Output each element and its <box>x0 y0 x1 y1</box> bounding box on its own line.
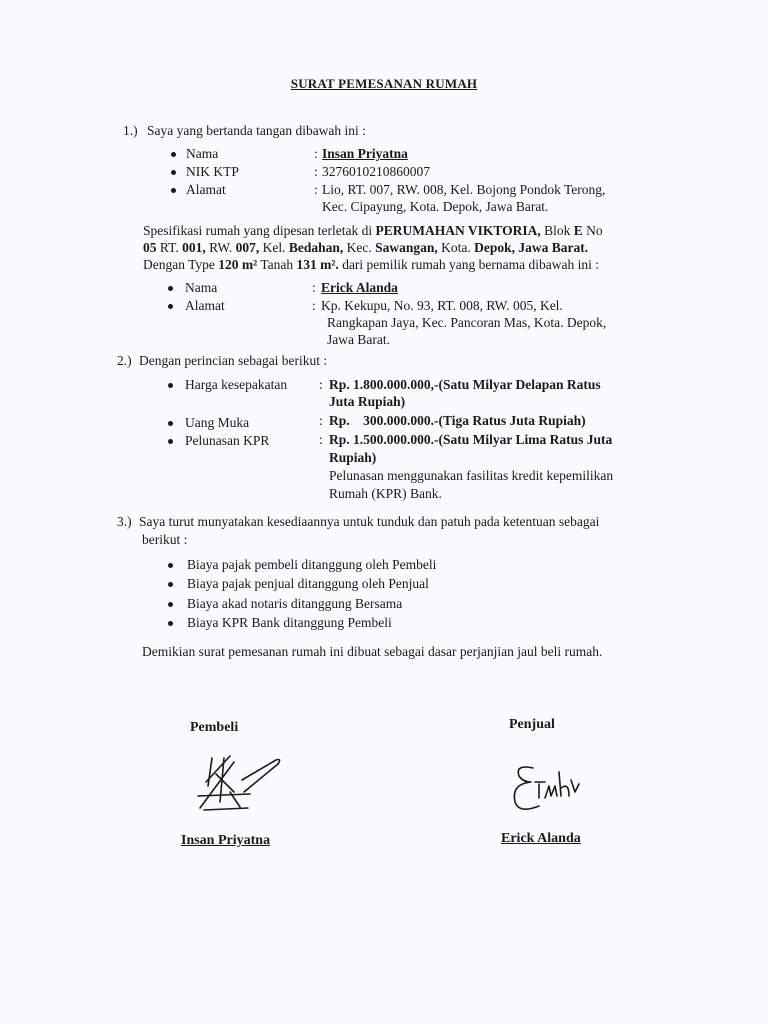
buyer-signature <box>190 752 290 817</box>
buyer-address-line1: Lio, RT. 007, RW. 008, Kel. Bojong Pondok Terong, <box>322 182 606 197</box>
spec-prov: Jawa Barat. <box>518 240 589 255</box>
seller-address-line1: Kp. Kekupu, No. 93, RT. 008, RW. 005, Kel. <box>321 298 563 313</box>
spec-line3 <box>143 256 599 274</box>
document-title: SURAT PEMESANAN RUMAH <box>290 76 478 91</box>
section1-intro: Saya yang bertanda tangan dibawah ini : <box>147 123 366 138</box>
section1-number: 1.) <box>123 123 138 138</box>
spec-text: RW. <box>205 240 236 255</box>
buyer-nik-label: NIK KTP <box>186 164 239 179</box>
price-label: Harga kesepakatan <box>185 377 288 392</box>
spec-text: Tanah <box>257 257 297 272</box>
kpr-note-line2: Rumah (KPR) Bank. <box>329 486 442 501</box>
buyer-address-label: Alamat <box>186 182 226 197</box>
section3-number: 3.) <box>117 514 132 529</box>
spec-text: dari pemilik rumah yang bernama dibawah ini : <box>338 257 599 272</box>
bullet <box>168 621 173 626</box>
colon: : <box>312 280 316 295</box>
section3-intro-line2: berikut : <box>142 532 188 547</box>
section3-intro-line1: Saya turut munyatakan kesediaannya untuk tunduk dan patuh pada ketentuan sebagai <box>139 514 600 529</box>
colon: : <box>314 146 318 161</box>
spec-text: RT. <box>156 240 183 255</box>
colon: : <box>314 164 318 179</box>
spec-line2 <box>143 239 588 257</box>
price-value-line2: Juta Rupiah) <box>329 394 406 409</box>
section1-heading <box>123 122 366 140</box>
bullet <box>168 383 173 388</box>
seller-signature <box>505 762 585 817</box>
spec-text: No <box>582 223 603 238</box>
bullet <box>168 421 173 426</box>
spec-type: 120 m² <box>218 257 258 272</box>
term-text: Biaya KPR Bank ditanggung Pembeli <box>187 615 392 630</box>
section3-heading <box>117 513 599 531</box>
seller-signature-label: Penjual <box>509 717 555 732</box>
section2-intro: Dengan perincian sebagai berikut : <box>139 353 328 368</box>
buyer-name-label: Nama <box>186 146 219 161</box>
seller-name-signature: Erick Alanda <box>501 831 581 846</box>
bullet <box>171 152 176 157</box>
section2-number: 2.) <box>117 353 132 368</box>
bullet <box>171 170 176 175</box>
spec-blok: E <box>573 223 583 238</box>
buyer-nik-value: 3276010210860007 <box>322 164 430 179</box>
spec-kel: Bedahan, <box>288 240 344 255</box>
colon: : <box>314 182 318 197</box>
spec-text: Spesifikasi rumah yang dipesan terletak di <box>143 223 376 238</box>
kpr-value: Rp. 1.500.000.000.-(Satu Milyar Lima Ratus Juta <box>329 432 613 447</box>
term-text: Biaya akad notaris ditanggung Bersama <box>187 596 403 611</box>
spec-line1 <box>143 222 603 240</box>
buyer-signature-label: Pembeli <box>190 720 239 735</box>
down-payment-value: Rp. 300.000.000.-(Tiga Ratus Juta Rupiah) <box>329 413 586 428</box>
spec-rw: 007, <box>235 240 260 255</box>
bullet <box>168 563 173 568</box>
term-text: Biaya pajak pembeli ditanggung oleh Pembeli <box>187 557 437 572</box>
kpr-note-line1: Pelunasan menggunakan fasilitas kredit kepemilikan <box>329 468 614 483</box>
spec-kec: Sawangan, <box>375 240 438 255</box>
seller-name-label: Nama <box>185 280 218 295</box>
seller-address-line3: Jawa Barat. <box>327 332 390 347</box>
kpr-value-line2: Rupiah) <box>329 450 377 465</box>
bullet <box>171 188 176 193</box>
colon: : <box>319 413 323 428</box>
buyer-name-value: Insan Priyatna <box>322 146 408 161</box>
seller-address-label: Alamat <box>185 298 225 313</box>
term-text: Biaya pajak penjual ditanggung oleh Penjual <box>187 576 429 591</box>
section2-heading <box>117 352 327 370</box>
buyer-name-signature: Insan Priyatna <box>181 833 271 848</box>
spec-text: Kota. <box>437 240 475 255</box>
spec-no: 05 <box>143 240 157 255</box>
bullet <box>168 439 173 444</box>
spec-kota: Depok, <box>474 240 516 255</box>
spec-text: Blok <box>540 223 574 238</box>
colon: : <box>319 377 323 392</box>
bullet <box>168 286 173 291</box>
seller-name-value: Erick Alanda <box>321 280 398 295</box>
closing-statement: Demikian surat pemesanan rumah ini dibuat sebagai dasar perjanjian jaul beli rumah. <box>142 644 603 659</box>
spec-text: Kel. <box>259 240 289 255</box>
colon: : <box>312 298 316 313</box>
bullet <box>168 304 173 309</box>
bullet <box>168 582 173 587</box>
spec-text: Kec. <box>343 240 376 255</box>
spec-tanah: 131 m². <box>296 257 339 272</box>
seller-address-line2: Rangkapan Jaya, Kec. Pancoran Mas, Kota. Depok, <box>327 315 607 330</box>
buyer-address-line2: Kec. Cipayung, Kota. Depok, Jawa Barat. <box>322 199 549 214</box>
spec-perumahan: PERUMAHAN VIKTORIA, <box>375 223 541 238</box>
colon: : <box>319 432 323 447</box>
price-value: Rp. 1.800.000.000,-(Satu Milyar Delapan Ratus <box>329 377 601 392</box>
bullet <box>168 602 173 607</box>
kpr-label: Pelunasan KPR <box>185 433 270 448</box>
spec-text: Dengan Type <box>143 257 219 272</box>
spec-rt: 001, <box>182 240 206 255</box>
down-payment-label: Uang Muka <box>185 415 250 430</box>
